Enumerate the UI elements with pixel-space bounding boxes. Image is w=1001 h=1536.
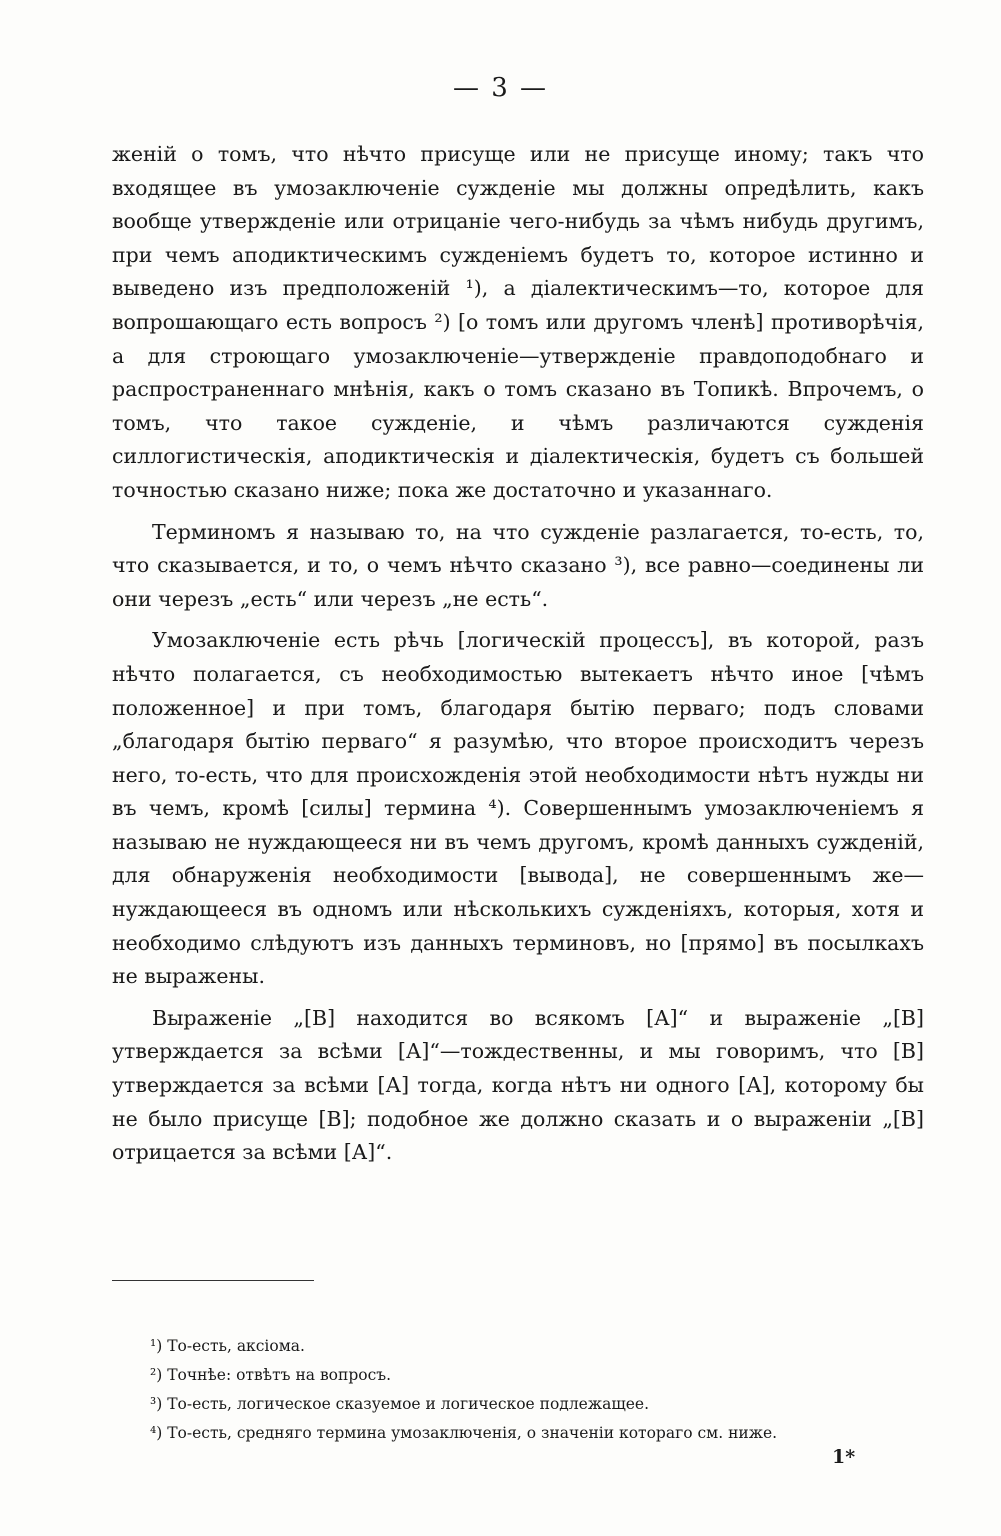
footnote-1: ¹) То-есть, аксіома. bbox=[150, 1337, 305, 1355]
footnote-divider bbox=[112, 1280, 314, 1281]
paragraph-2: Терминомъ я называю то, на что сужденіе разлагается, то-есть, то, что сказывается, и то, о чемъ нѣчто сказано ³), все равно—соединены ли они черезъ „есть“ или черезъ „не есть“. bbox=[112, 519, 924, 611]
footnote-4: ⁴) То-есть, средняго термина умозаключенія, о значеніи котораго см. ниже. bbox=[150, 1424, 778, 1442]
page-number: — 3 — bbox=[452, 73, 549, 103]
signature-mark: 1* bbox=[832, 1446, 856, 1468]
footnotes bbox=[150, 1332, 930, 1448]
paragraph-1: женій о томъ, что нѣчто присуще или не присуще иному; такъ что входящее въ умозаключеніе сужденіе мы должны опредѣлить, какъ вообще утвержденіе или отрицаніе чего-нибудь за чѣмъ нибудь другимъ, при чемъ аподиктическимъ сужденіемъ будетъ то, которое истинно и выведено изъ предположеній ¹), а діалектическимъ—то, которое для вопрошающаго есть вопросъ ²) [о томъ или другомъ членѣ] противорѣчія, а для строющаго умозаключеніе—утвержденіе правдоподобнаго и распространеннаго мнѣнія, какъ о томъ сказано въ Топикѣ. Впрочемъ, о томъ, что такое сужденіе, и чѣмъ различаются сужденія силлогистическія, аподиктическія и діалектическія, будетъ съ большей точностью сказано ниже; пока же достаточно и указаннаго. bbox=[112, 142, 924, 502]
footnote-3: ³) То-есть, логическое сказуемое и логическое подлежащее. bbox=[150, 1395, 650, 1413]
paragraph-4: Выраженіе „[В] находится во всякомъ [А]“ и выраженіе „[В] утверждается за всѣми [А]“—тождественны, и мы говоримъ, что [В] утверждается за всѣми [А] тогда, когда нѣтъ ни одного [А], которому бы не было присуще [В]; подобное же должно сказать и о выраженіи „[В] отрицается за всѣми [А]“. bbox=[112, 1005, 924, 1165]
footnote-2: ²) Точнѣе: отвѣтъ на вопросъ. bbox=[150, 1366, 392, 1384]
main-text bbox=[112, 138, 924, 1178]
paragraph-3: Умозаключеніе есть рѣчь [логическій процессъ], въ которой, разъ нѣчто полагается, съ необходимостью вытекаетъ нѣчто иное [чѣмъ положенное] и при томъ, благодаря бытію перваго; подъ словами „благодаря бытію перваго“ я разумѣю, что второе происходитъ черезъ него, то-есть, что для происхожденія этой необходимости нѣтъ нужды ни въ чемъ, кромѣ [силы] термина ⁴). Совершеннымъ умозаключеніемъ я называю не нуждающееся ни въ чемъ другомъ, кромѣ данныхъ сужденій, для обнаруженія необходимости [вывода], не совершеннымъ же—нуждающееся въ одномъ или нѣсколькихъ сужденіяхъ, которыя, хотя и необходимо слѣдуютъ изъ данныхъ терминовъ, но [прямо] въ посылкахъ не выражены. bbox=[112, 628, 924, 989]
